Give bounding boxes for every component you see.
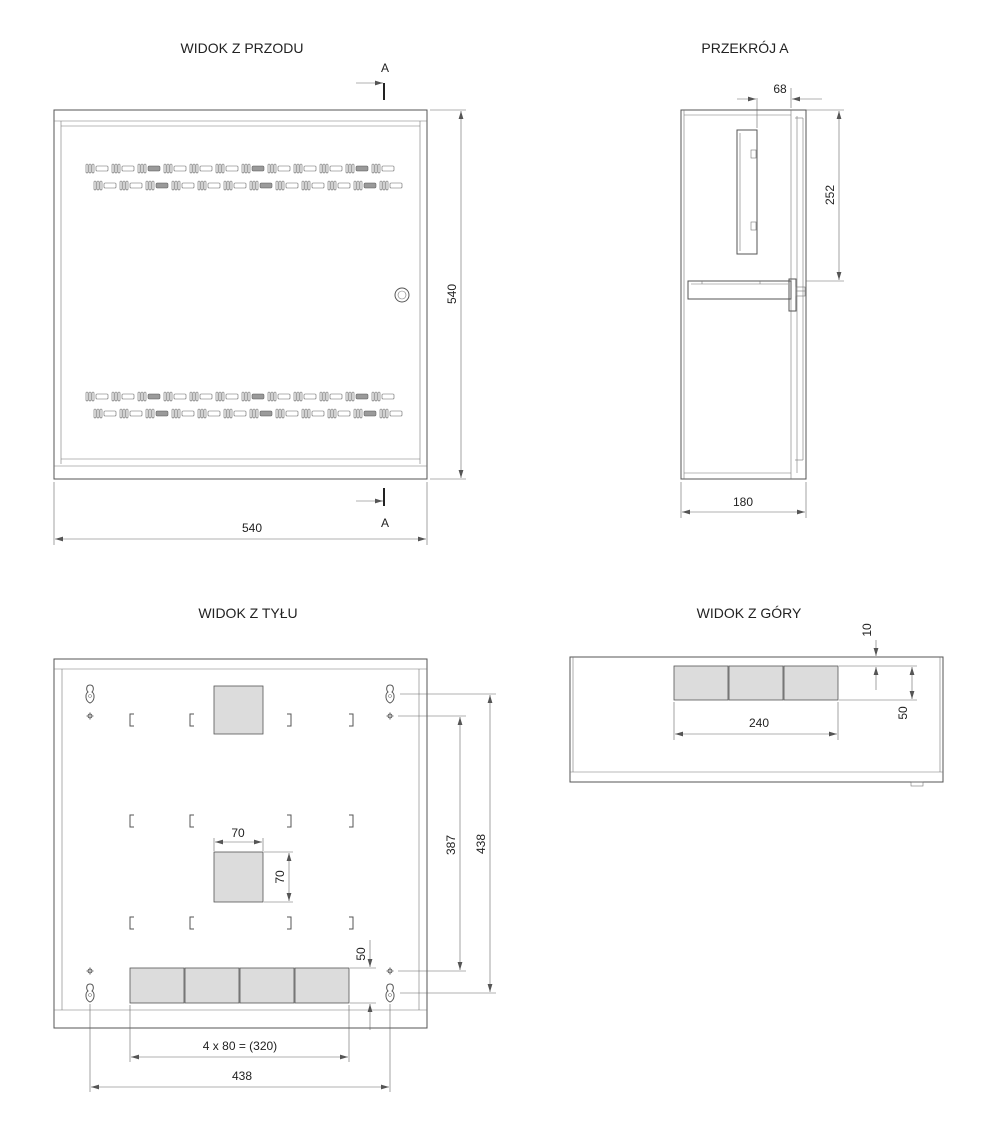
section-depth-dim-label: 180 [732, 495, 754, 509]
vent-slot [230, 409, 232, 418]
vent-slot [89, 392, 91, 401]
vent-slot [104, 411, 116, 416]
section-height-dimension [806, 110, 844, 281]
vent-slot-group [294, 164, 316, 173]
hole-spacing-height-inner-dimension [398, 716, 466, 971]
vent-slot [175, 181, 177, 190]
vent-slot-group [146, 409, 168, 418]
vent-slot [260, 411, 272, 416]
vent-slot [372, 164, 374, 173]
vent-slot-group [242, 164, 264, 173]
vent-slot [164, 392, 166, 401]
vent-slot [364, 411, 376, 416]
vent-slot [338, 183, 350, 188]
vent-slot [375, 164, 377, 173]
vent-slot [364, 183, 376, 188]
square-width-dimension [214, 826, 263, 851]
vent-slot-group [328, 409, 350, 418]
vent-slot [156, 411, 168, 416]
vent-slot [126, 409, 128, 418]
vent-slot [245, 392, 247, 401]
back-view [54, 605, 496, 1092]
vent-slot [326, 392, 328, 401]
vent-slot [224, 409, 226, 418]
vent-slot [144, 164, 146, 173]
vent-slot [349, 392, 351, 401]
vent-slot [130, 411, 142, 416]
vent-slot [328, 409, 330, 418]
vent-slot [123, 409, 125, 418]
section-mark-bottom-label: A [380, 516, 390, 530]
vent-slot-group [120, 409, 142, 418]
vent-slot [354, 409, 356, 418]
section-a-title: PRZEKRÓJ A [701, 40, 789, 56]
vent-slot [271, 164, 273, 173]
section-mark-top-label: A [380, 61, 390, 75]
vent-slot [190, 392, 192, 401]
vent-slot [149, 181, 151, 190]
section-top-dim-label: 68 [773, 82, 787, 96]
front-height-dim-label: 540 [445, 283, 459, 305]
vent-slot [96, 394, 108, 399]
section-a-view [681, 40, 844, 518]
vent-slot [320, 392, 322, 401]
vent-slot [138, 164, 140, 173]
front-vent-slots [86, 164, 402, 418]
top-offset-dim-label: 10 [860, 623, 874, 637]
vent-slot [328, 181, 330, 190]
vent-slot [104, 183, 116, 188]
vent-slot [112, 164, 114, 173]
vent-slot-group [172, 181, 194, 190]
vent-slot [216, 164, 218, 173]
vent-slot [148, 166, 160, 171]
vent-slot [357, 409, 359, 418]
vent-slot-group [276, 409, 298, 418]
vent-slot [86, 164, 88, 173]
vent-slot [92, 164, 94, 173]
vent-slot [182, 411, 194, 416]
vent-slot [141, 164, 143, 173]
top-knockout-width-dim-label: 240 [748, 716, 770, 730]
top-knockout-square [214, 686, 263, 734]
vent-slot [383, 409, 385, 418]
vent-slot [92, 392, 94, 401]
vent-slot [216, 392, 218, 401]
top-view [570, 605, 943, 786]
vent-slot [248, 392, 250, 401]
vent-slot [167, 164, 169, 173]
vent-slot [250, 409, 252, 418]
vent-slot-group [94, 409, 116, 418]
vent-slot [172, 409, 174, 418]
vent-slot-group [112, 164, 134, 173]
vent-slot [112, 392, 114, 401]
vent-slot [360, 409, 362, 418]
vent-slot [144, 392, 146, 401]
vent-slot [352, 164, 354, 173]
vent-slot [100, 181, 102, 190]
vent-slot [352, 392, 354, 401]
section-top-dimension [737, 82, 822, 128]
vent-slot [330, 394, 342, 399]
vent-slot-group [294, 392, 316, 401]
vent-slot [286, 183, 298, 188]
vent-slot [170, 392, 172, 401]
vent-slot [224, 181, 226, 190]
vent-slot [242, 392, 244, 401]
vent-slot [122, 394, 134, 399]
front-width-dimension [54, 482, 427, 545]
vent-slot-group [346, 164, 368, 173]
vent-slot [312, 183, 324, 188]
vent-slot [242, 164, 244, 173]
vent-slot [252, 166, 264, 171]
vent-slot [305, 409, 307, 418]
vent-slot [120, 409, 122, 418]
vent-slot [276, 181, 278, 190]
section-outline [681, 110, 806, 479]
vent-slot [120, 181, 122, 190]
vent-slot [260, 183, 272, 188]
shelf-bracket [688, 281, 791, 299]
vent-slot [346, 164, 348, 173]
vent-slot [323, 392, 325, 401]
vent-slot [167, 392, 169, 401]
vent-slot [268, 164, 270, 173]
vent-slot [219, 164, 221, 173]
vent-slot [380, 409, 382, 418]
top-knockout-height-dimension [839, 667, 917, 720]
vent-slot [357, 181, 359, 190]
vent-slot-group [250, 181, 272, 190]
vent-slot-group [86, 392, 108, 401]
knockout-height-dimension [350, 940, 376, 1030]
vent-slot [149, 409, 151, 418]
vent-slot-group [372, 164, 394, 173]
vent-slot [300, 164, 302, 173]
vent-slot [279, 409, 281, 418]
vent-slot [226, 166, 238, 171]
vent-slot [126, 181, 128, 190]
vent-slot [302, 181, 304, 190]
vent-slot [178, 181, 180, 190]
vent-slot [115, 392, 117, 401]
vent-slot [349, 164, 351, 173]
vent-slot [305, 181, 307, 190]
bottom-knockout-row [130, 968, 349, 1003]
vent-slot [320, 164, 322, 173]
vent-slot [338, 411, 350, 416]
vent-slot [219, 392, 221, 401]
square-height-dim-label: 70 [273, 870, 287, 884]
vent-slot-group [138, 392, 160, 401]
vent-slot [156, 183, 168, 188]
vent-slot-group [172, 409, 194, 418]
vent-slot [198, 181, 200, 190]
vent-slot [152, 181, 154, 190]
vent-slot-group [190, 164, 212, 173]
vent-slot [234, 411, 246, 416]
vent-slot-group [354, 181, 376, 190]
vent-slot [200, 166, 212, 171]
square-height-dimension [264, 852, 293, 902]
vent-slot [252, 394, 264, 399]
vent-slot [323, 164, 325, 173]
vent-slot [326, 164, 328, 173]
front-view [54, 40, 466, 545]
vent-slot [172, 181, 174, 190]
vent-slot [196, 392, 198, 401]
vent-slot [182, 183, 194, 188]
vent-slot [201, 409, 203, 418]
vent-slot [227, 181, 229, 190]
vent-slot [152, 409, 154, 418]
vent-slot [227, 409, 229, 418]
vent-slot [201, 181, 203, 190]
vent-slot-group [190, 392, 212, 401]
vent-slot [286, 411, 298, 416]
vent-slot [89, 164, 91, 173]
vent-slot-group [94, 181, 116, 190]
section-depth-dimension [681, 482, 806, 518]
vent-slot [274, 392, 276, 401]
vent-slot-group [302, 409, 324, 418]
vent-slot [356, 166, 368, 171]
vent-slot [302, 409, 304, 418]
vent-slot-group [346, 392, 368, 401]
vent-slot-group [216, 392, 238, 401]
front-width-dim-label: 540 [241, 521, 263, 535]
vent-slot-group [302, 181, 324, 190]
vent-slot [390, 183, 402, 188]
vent-slot [115, 164, 117, 173]
vent-slot [278, 394, 290, 399]
vent-slot [334, 409, 336, 418]
vent-slot [294, 164, 296, 173]
hole-spacing-width-dim-label: 438 [231, 1069, 253, 1083]
vent-slot [297, 164, 299, 173]
vent-slot [278, 166, 290, 171]
vent-slot-group [224, 409, 246, 418]
vent-slot [354, 181, 356, 190]
vent-slot [274, 164, 276, 173]
vent-slot [334, 181, 336, 190]
vent-slot-group [198, 409, 220, 418]
vent-slot [331, 409, 333, 418]
vent-slot-group [164, 392, 186, 401]
vent-slot [138, 392, 140, 401]
vent-slot [234, 183, 246, 188]
vent-slot [94, 409, 96, 418]
vent-slot [148, 394, 160, 399]
vent-slot-group [320, 392, 342, 401]
section-marker-bottom [356, 488, 389, 530]
section-height-dim-label: 252 [823, 184, 837, 206]
vent-slot-group [354, 409, 376, 418]
hole-spacing-height-inner-dim-label: 387 [444, 834, 458, 856]
vent-slot [196, 164, 198, 173]
vent-slot [346, 392, 348, 401]
vent-slot [226, 394, 238, 399]
vent-slot [100, 409, 102, 418]
front-height-dimension [430, 110, 466, 479]
vent-slot-group [146, 181, 168, 190]
vent-slot [245, 164, 247, 173]
vent-slot [193, 392, 195, 401]
vent-slot [308, 409, 310, 418]
vent-slot [304, 394, 316, 399]
vent-slot [282, 409, 284, 418]
vent-slot [256, 409, 258, 418]
vent-slot [96, 166, 108, 171]
vent-slot-group [328, 181, 350, 190]
top-knockout-width-dimension [674, 702, 838, 740]
vent-slot [390, 411, 402, 416]
vent-slot [282, 181, 284, 190]
vent-slot [360, 181, 362, 190]
vent-slot [146, 181, 148, 190]
vent-slot [248, 164, 250, 173]
vent-slot [190, 164, 192, 173]
vent-slot [174, 394, 186, 399]
vent-slot [178, 409, 180, 418]
vent-slot [204, 409, 206, 418]
vent-slot [304, 166, 316, 171]
vent-slot-group [372, 392, 394, 401]
vent-slot [297, 392, 299, 401]
vent-slot [130, 183, 142, 188]
vent-slot [294, 392, 296, 401]
vent-slot [382, 394, 394, 399]
knockout-height-dim-label: 50 [354, 947, 368, 961]
vent-slot [372, 392, 374, 401]
vent-slot [86, 392, 88, 401]
vent-slot [123, 181, 125, 190]
vent-slot [222, 392, 224, 401]
vent-slot-group [120, 181, 142, 190]
vent-slot [375, 392, 377, 401]
vent-slot [170, 164, 172, 173]
vent-slot [308, 181, 310, 190]
vent-slot [97, 409, 99, 418]
vent-slot [200, 394, 212, 399]
vent-slot [256, 181, 258, 190]
vent-slot-group [112, 392, 134, 401]
vent-slot [164, 164, 166, 173]
vent-slot [94, 181, 96, 190]
vent-slot [386, 181, 388, 190]
vent-slot [118, 392, 120, 401]
vent-slot [253, 181, 255, 190]
center-knockout-square [214, 852, 263, 902]
vent-slot [312, 411, 324, 416]
vent-slot [383, 181, 385, 190]
vent-slot-group [86, 164, 108, 173]
knockout-row-dimension [130, 1005, 349, 1062]
vent-slot-group [216, 164, 238, 173]
vent-slot [97, 181, 99, 190]
top-knockout-height-dim-label: 50 [896, 706, 910, 720]
vent-slot-group [242, 392, 264, 401]
mounting-panel-upper [737, 130, 757, 254]
vent-slot [331, 181, 333, 190]
vent-slot [146, 409, 148, 418]
vent-slot [222, 164, 224, 173]
vent-slot [271, 392, 273, 401]
vent-slot-group [268, 392, 290, 401]
vent-slot [253, 409, 255, 418]
vent-slot [141, 392, 143, 401]
vent-slot-group [198, 181, 220, 190]
vent-slot [276, 409, 278, 418]
vent-slot [356, 394, 368, 399]
vent-slot-group [320, 164, 342, 173]
vent-slot [122, 166, 134, 171]
vent-slot [208, 183, 220, 188]
vent-slot [378, 392, 380, 401]
vent-slot [386, 409, 388, 418]
vent-slot-group [268, 164, 290, 173]
hole-spacing-height-outer-dim-label: 438 [474, 833, 488, 855]
vent-slot-group [250, 409, 272, 418]
vent-slot [300, 392, 302, 401]
door-lock [395, 288, 409, 302]
vent-slot [174, 166, 186, 171]
square-width-dim-label: 70 [231, 826, 245, 840]
vent-slot [378, 164, 380, 173]
front-cabinet-outline [54, 110, 427, 479]
front-view-title: WIDOK Z PRZODU [180, 40, 304, 56]
vent-slot-group [164, 164, 186, 173]
vent-slot-group [380, 409, 402, 418]
vent-slot [198, 409, 200, 418]
vent-slot [175, 409, 177, 418]
top-knockout-row [674, 666, 838, 700]
top-view-title: WIDOK Z GÓRY [696, 605, 802, 621]
vent-slot-group [224, 181, 246, 190]
knockout-row-dim-label: 4 x 80 = (320) [202, 1039, 278, 1053]
vent-slot [250, 181, 252, 190]
vent-slot [380, 181, 382, 190]
vent-slot [118, 164, 120, 173]
back-view-title: WIDOK Z TYŁU [198, 605, 298, 621]
vent-slot [330, 166, 342, 171]
vent-slot [230, 181, 232, 190]
vent-slot [193, 164, 195, 173]
vent-slot [208, 411, 220, 416]
vent-slot-group [380, 181, 402, 190]
vent-slot [204, 181, 206, 190]
vent-slot-group [138, 164, 160, 173]
vent-slot-group [276, 181, 298, 190]
section-marker-top [356, 61, 389, 100]
vent-slot [382, 166, 394, 171]
vent-slot [268, 392, 270, 401]
vent-slot [279, 181, 281, 190]
